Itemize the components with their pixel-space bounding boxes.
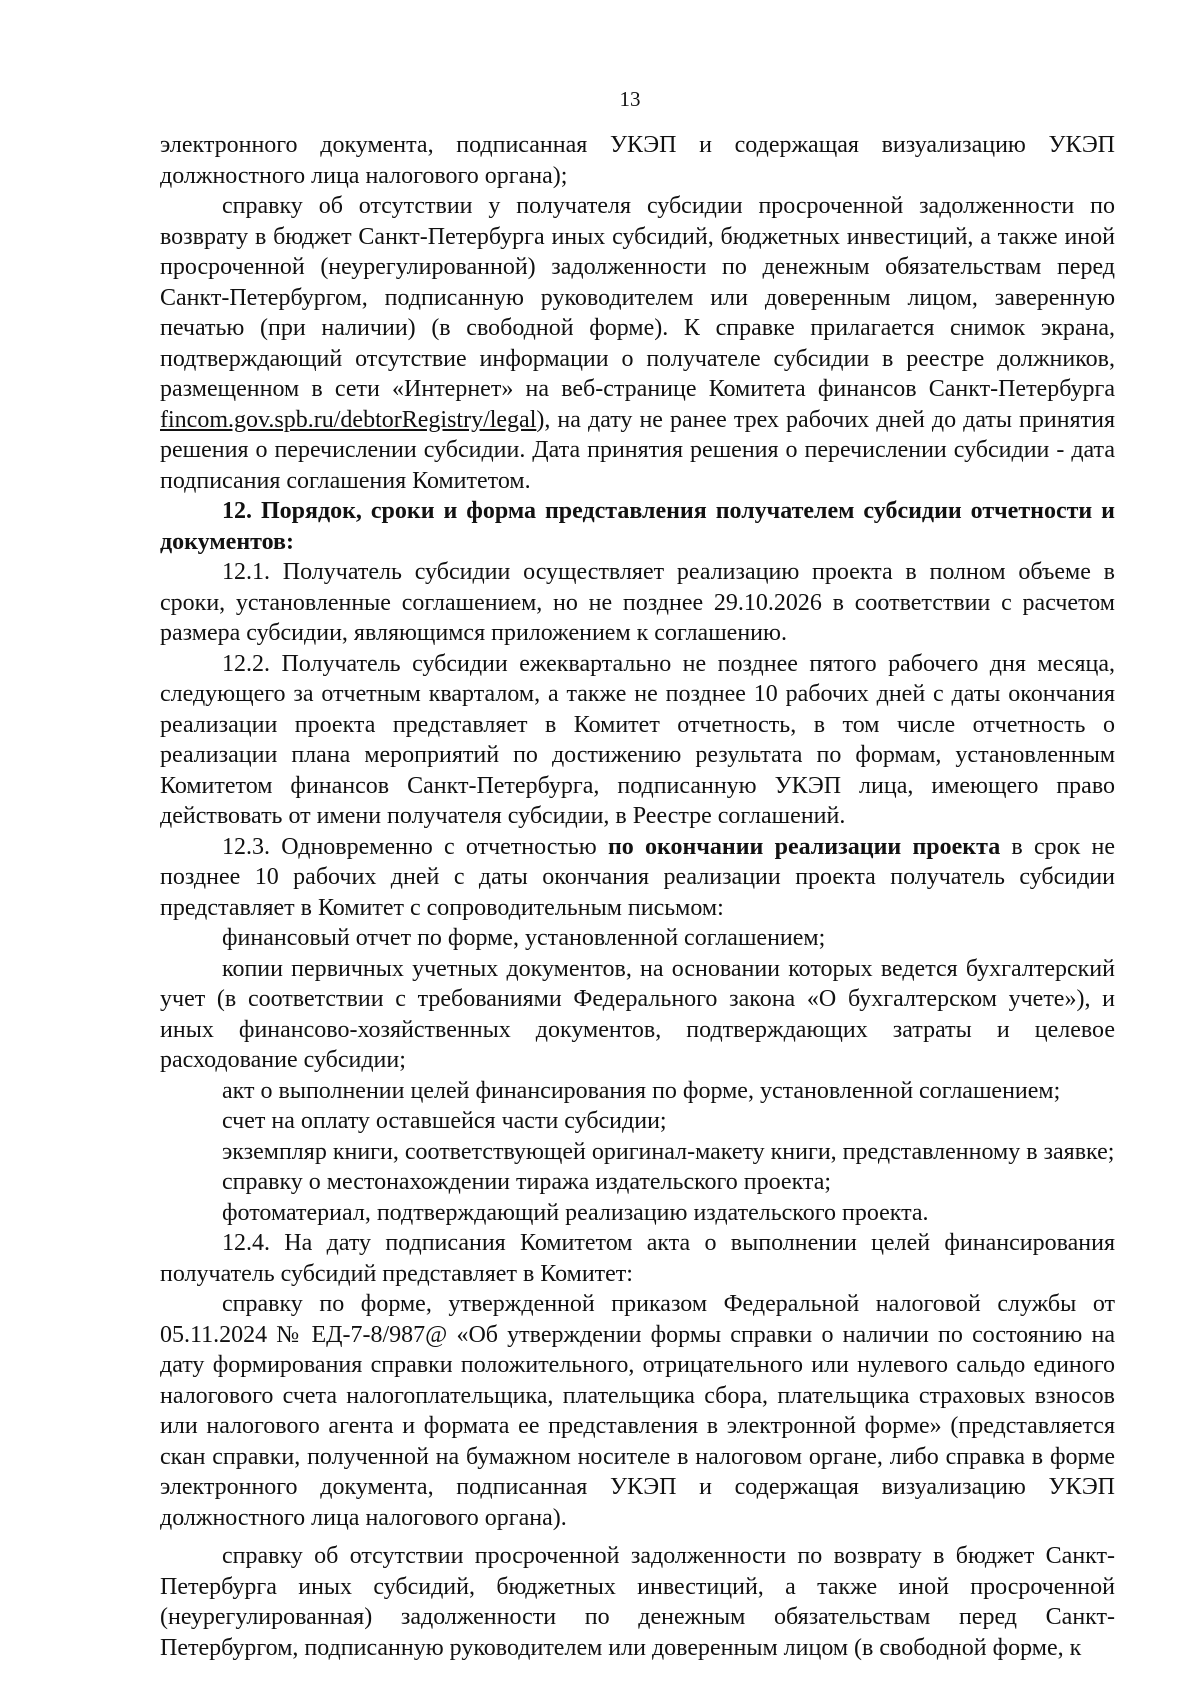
text-segment: справку об отсутствии у получателя субсидии просроченной задолженности по возврату в бюджет Санкт-Петербурга иных субсидий, бюджетных инвестиций, а также иной просроченной (неурегулированной) задолженности по денежным обязательствам перед Санкт-Петербургом, подписанную руководителем или доверенным лицом, заверенную печатью (при наличии) (в свободной форме). К справке прилагается снимок экрана, подтверждающий отсутствие информации о получателе субсидии в реестре должников, размещенном в сети «Интернет» на веб-странице Комитета финансов Санкт-Петербурга (160, 193, 1115, 402)
list-item: экземпляр книги, соответствующей оригинал-макету книги, представленному в заявке; (222, 1138, 1115, 1165)
list-item: финансовый отчет по форме, установленной соглашением; (222, 925, 826, 951)
paragraph-12-4-debt-certificate: справку об отсутствии просроченной задолженности по возврату в бюджет Санкт-Петербурга иных субсидий, бюджетных инвестиций, а также иной просроченной (неурегулированная) задолженности по денежным обязательствам перед Санкт-Петербургом, подписанную руководителем или доверенным лицом (в свободной форме, к (160, 1543, 1115, 1661)
document-body (160, 130, 1115, 1663)
paragraph-debt-certificate (160, 191, 1115, 496)
list-item: счет на оплату оставшейся части субсидии; (222, 1108, 667, 1134)
text-segment: в срок не позднее 10 рабочих дней с даты окончания реализации проекта получатель субсидии представляет в Комитет с сопроводительным письмом: (160, 833, 1116, 921)
paragraph-continuation: электронного документа, подписанная УКЭП и содержащая визуализацию УКЭП должностного лица налогового органа); (160, 132, 1115, 189)
debtor-registry-link[interactable]: fincom.gov.spb.ru/debtorRegistry/legal (160, 406, 537, 433)
text-segment: ), на дату не ранее трех рабочих дней до даты принятия решения о перечислении субсидии. Дата принятия решения о перечислении субсидии - дата подписания соглашения Комитетом. (160, 406, 1115, 494)
paragraph-12-1: 12.1. Получатель субсидии осуществляет реализацию проекта в полном объеме в сроки, установленные соглашением, но не позднее 29.10.2026 в соответствии с расчетом размера субсидии, являющимся приложением к соглашению. (160, 559, 1115, 646)
paragraph-12-3 (160, 832, 1115, 924)
page-number: 13 (619, 87, 641, 111)
list-item: фотоматериал, подтверждающий реализацию издательского проекта. (222, 1199, 929, 1226)
paragraph-12-4-tax-certificate: справку по форме, утвержденной приказом Федеральной налоговой службы от 05.11.2024 № ЕД-7-8/987@ «Об утверждении формы справки о наличии по состоянию на дату формирования справки положительного, отрицательного или нулевого сальдо единого налогового счета налогоплательщика, плательщика сбора, плательщика страховых взносов или налогового агента и формата ее представления в электронной форме» (представляется скан справки, полученной на бумажном носителе в налоговом органе, либо справка в форме электронного документа, подписанная УКЭП и содержащая визуализацию УКЭП должностного лица налогового органа). (160, 1291, 1115, 1531)
list-item: справку о местонахождении тиража издательского проекта; (222, 1169, 832, 1195)
section-heading-text: 12. Порядок, сроки и форма представления получателем субсидии отчетности и документов: (160, 498, 1115, 555)
list-item: акт о выполнении целей финансирования по форме, установленной соглашением; (222, 1077, 1061, 1104)
section-heading-12 (160, 496, 1115, 557)
bold-phrase: по окончании реализации проекта (607, 833, 1001, 860)
list-item: копии первичных учетных документов, на основании которых ведется бухгалтерский учет (в соответствии с требованиями Федерального закона «О бухгалтерском учете»), и иных финансово-хозяйственных документов, подтверждающих затраты и целевое расходование субсидии; (160, 955, 1115, 1073)
paragraph-12-4: 12.4. На дату подписания Комитетом акта о выполнении целей финансирования получатель субсидий представляет в Комитет: (160, 1230, 1115, 1287)
paragraph-12-2: 12.2. Получатель субсидии ежеквартально не позднее пятого рабочего дня месяца, следующего за отчетным кварталом, а также не позднее 10 рабочих дней с даты окончания реализации проекта представляет в Комитет отчетность, в том числе отчетность о реализации плана мероприятий по достижению результата по формам, установленным Комитетом финансов Санкт-Петербурга, подписанную УКЭП лица, имеющего право действовать от имени получателя субсидии, в Реестре соглашений. (160, 650, 1115, 829)
text-segment: 12.3. Одновременно с отчетностью (222, 833, 608, 860)
